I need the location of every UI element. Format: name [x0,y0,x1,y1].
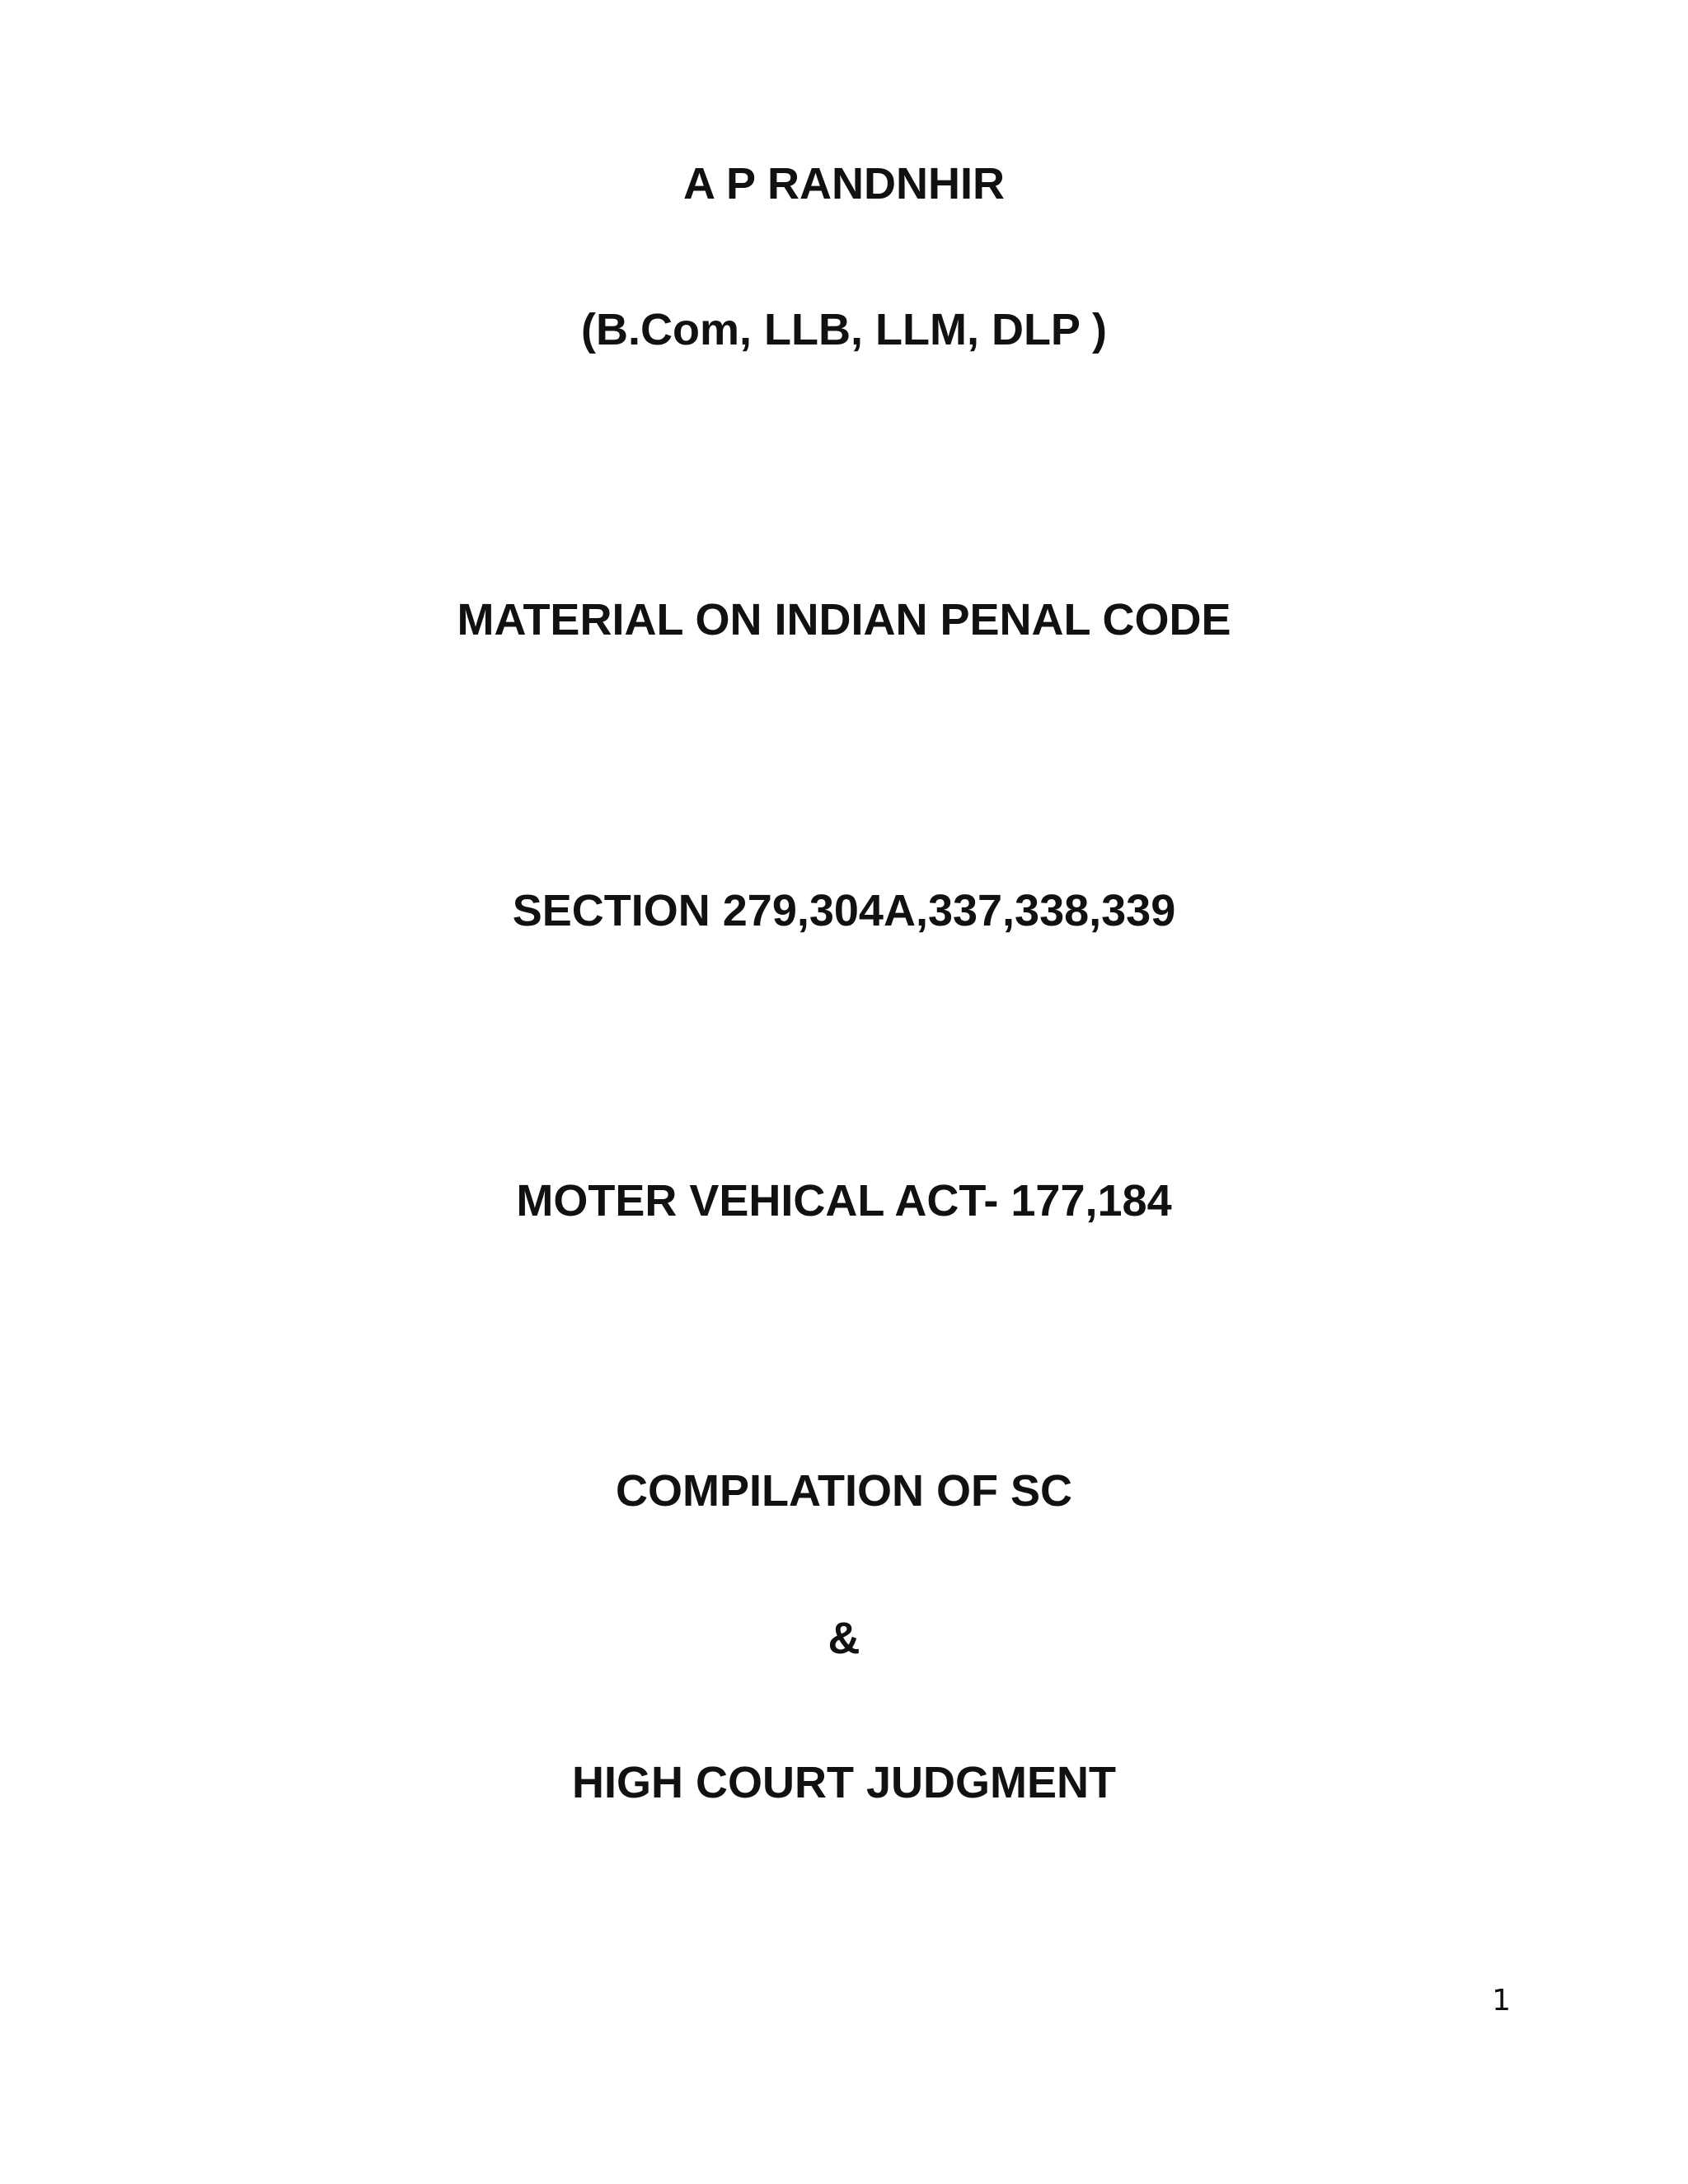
ampersand: & [828,1614,860,1663]
page-number: 1 [1492,1984,1511,2018]
ipc-sections: SECTION 279,304A,337,338,339 [512,886,1176,935]
motor-vehicle-act-sections: MOTER VEHICAL ACT- 177,184 [516,1176,1172,1226]
material-heading: MATERIAL ON INDIAN PENAL CODE [457,595,1231,644]
compilation-heading: COMPILATION OF SC [616,1466,1072,1516]
author-name: A P RANDNHIR [682,159,1006,209]
author-qualifications: (B.Com, LLB, LLM, DLP ) [581,305,1107,354]
high-court-heading: HIGH COURT JUDGMENT [572,1758,1116,1807]
